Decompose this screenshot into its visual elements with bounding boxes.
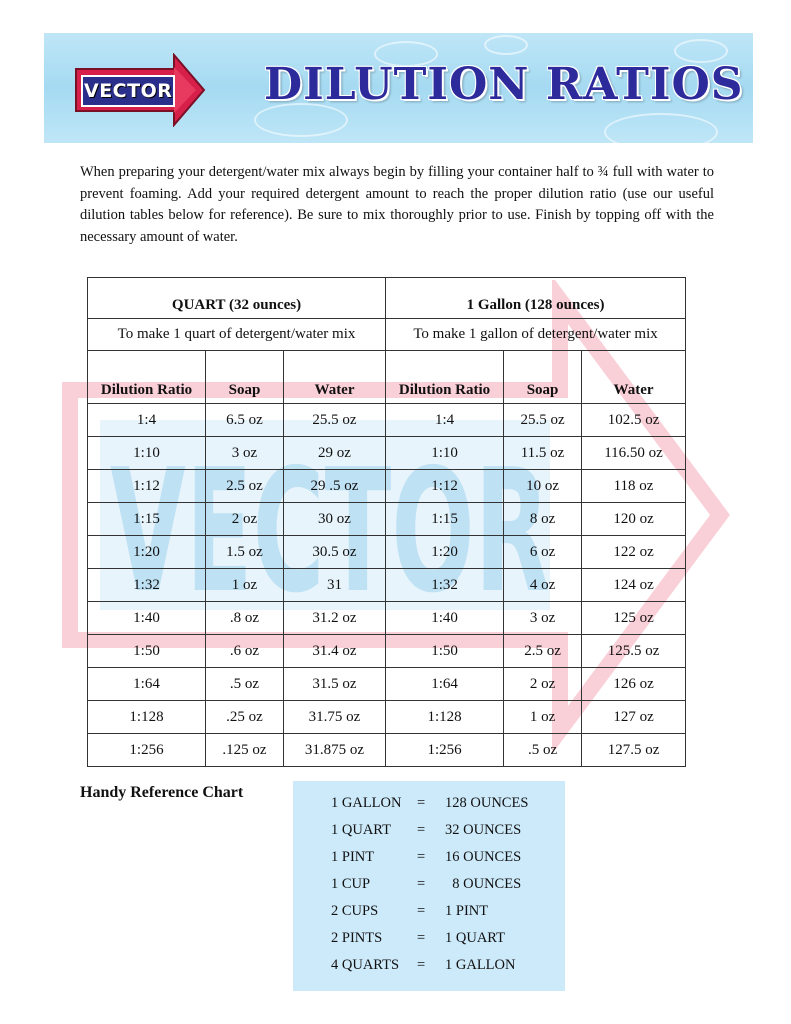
reference-value: 1 PINT xyxy=(445,903,489,919)
reference-value: 16 OUNCES xyxy=(445,849,522,865)
column-header-row xyxy=(88,351,686,404)
table-cell: 31 xyxy=(284,569,386,602)
bubble-decoration xyxy=(484,35,528,55)
table-cell: 127.5 oz xyxy=(582,734,686,767)
table-cell: 1:4 xyxy=(88,404,206,437)
table-row xyxy=(88,701,686,734)
table-cell: 31.75 oz xyxy=(284,701,386,734)
reference-unit: 2 PINTS xyxy=(331,930,383,946)
table-cell: .5 oz xyxy=(504,734,582,767)
table-row xyxy=(88,602,686,635)
reference-unit: 1 QUART xyxy=(331,822,391,838)
quart-heading: QUART (32 ounces) xyxy=(88,278,386,319)
reference-equals: = xyxy=(417,849,426,865)
table-cell: 127 oz xyxy=(582,701,686,734)
reference-equals: = xyxy=(417,795,426,811)
table-cell: .125 oz xyxy=(206,734,284,767)
table-row xyxy=(88,503,686,536)
table-cell: 30.5 oz xyxy=(284,536,386,569)
table-cell: 25.5 oz xyxy=(504,404,582,437)
reference-equals: = xyxy=(417,876,426,892)
column-header: Soap xyxy=(504,351,582,404)
table-cell: 1:50 xyxy=(386,635,504,668)
reference-equals: = xyxy=(417,957,426,973)
table-cell: 118 oz xyxy=(582,470,686,503)
reference-value: 8 OUNCES xyxy=(445,876,522,892)
table-cell: 1:15 xyxy=(88,503,206,536)
table-cell: 1 oz xyxy=(504,701,582,734)
reference-chart xyxy=(293,781,565,991)
table-cell: 29 .5 oz xyxy=(284,470,386,503)
table-cell: 1:12 xyxy=(88,470,206,503)
table-cell: .8 oz xyxy=(206,602,284,635)
table-cell: 6 oz xyxy=(504,536,582,569)
table-cell: 31.2 oz xyxy=(284,602,386,635)
table-cell: 2.5 oz xyxy=(206,470,284,503)
column-header: Soap xyxy=(206,351,284,404)
table-cell: 10 oz xyxy=(504,470,582,503)
table-cell: .5 oz xyxy=(206,668,284,701)
table-cell: 1:40 xyxy=(386,602,504,635)
table-cell: 3 oz xyxy=(504,602,582,635)
gallon-subheading: To make 1 gallon of detergent/water mix xyxy=(386,319,686,351)
table-cell: 8 oz xyxy=(504,503,582,536)
table-cell: 31.4 oz xyxy=(284,635,386,668)
column-header: Water xyxy=(284,351,386,404)
table-row xyxy=(88,569,686,602)
table-cell: 126 oz xyxy=(582,668,686,701)
table-cell: 125 oz xyxy=(582,602,686,635)
table-row xyxy=(88,437,686,470)
table-cell: 1:12 xyxy=(386,470,504,503)
table-row xyxy=(88,536,686,569)
column-header: Water xyxy=(582,351,686,404)
reference-equals: = xyxy=(417,822,426,838)
logo-text: VECTOR xyxy=(84,80,173,102)
reference-value: 1 QUART xyxy=(445,930,505,946)
table-cell: 31.875 oz xyxy=(284,734,386,767)
table-cell: 122 oz xyxy=(582,536,686,569)
reference-unit: 1 GALLON xyxy=(331,795,402,811)
table-cell: 1:64 xyxy=(88,668,206,701)
reference-value: 32 OUNCES xyxy=(445,822,522,838)
quart-subheading: To make 1 quart of detergent/water mix xyxy=(88,319,386,351)
dilution-table-body xyxy=(88,404,686,767)
vector-logo xyxy=(74,53,206,127)
table-cell: 2.5 oz xyxy=(504,635,582,668)
table-cell: 125.5 oz xyxy=(582,635,686,668)
table-cell: 124 oz xyxy=(582,569,686,602)
reference-equals: = xyxy=(417,903,426,919)
reference-value: 128 OUNCES xyxy=(445,795,529,811)
table-cell: 11.5 oz xyxy=(504,437,582,470)
reference-unit: 4 QUARTS xyxy=(331,957,400,973)
table-cell: 4 oz xyxy=(504,569,582,602)
table-row xyxy=(88,635,686,668)
table-cell: 1:256 xyxy=(88,734,206,767)
table-cell: 6.5 oz xyxy=(206,404,284,437)
table-cell: .25 oz xyxy=(206,701,284,734)
dilution-table xyxy=(87,277,686,767)
table-cell: 1:20 xyxy=(88,536,206,569)
column-header: Dilution Ratio xyxy=(88,351,206,404)
table-row xyxy=(88,668,686,701)
table-cell: 1.5 oz xyxy=(206,536,284,569)
table-cell: 116.50 oz xyxy=(582,437,686,470)
table-cell: 2 oz xyxy=(206,503,284,536)
watermark-text: VECTOR xyxy=(110,433,550,631)
reference-unit: 1 CUP xyxy=(331,876,371,892)
table-heading-row xyxy=(88,278,686,319)
gallon-heading: 1 Gallon (128 ounces) xyxy=(386,278,686,319)
table-cell: 25.5 oz xyxy=(284,404,386,437)
table-cell: 1 oz xyxy=(206,569,284,602)
page-title: DILUTION RATIOS xyxy=(264,59,744,110)
reference-unit: 1 PINT xyxy=(331,849,375,865)
table-cell: 1:40 xyxy=(88,602,206,635)
reference-chart-label: Handy Reference Chart xyxy=(80,784,244,801)
table-cell: 31.5 oz xyxy=(284,668,386,701)
intro-paragraph: When preparing your detergent/water mix always begin by filling your container half to ¾ full with water to prevent foaming. Add your required detergent amount to reach the proper dilution ratio (use our useful dilution tables below for reference). Be sure to mix thoroughly prior to use. Finish by topping off with the necessary amount of water. xyxy=(80,164,714,245)
table-row xyxy=(88,470,686,503)
table-cell: 2 oz xyxy=(504,668,582,701)
table-cell: 1:32 xyxy=(88,569,206,602)
table-cell: 30 oz xyxy=(284,503,386,536)
table-cell: 1:256 xyxy=(386,734,504,767)
bubble-decoration xyxy=(604,113,718,143)
table-cell: .6 oz xyxy=(206,635,284,668)
table-cell: 1:4 xyxy=(386,404,504,437)
header-banner xyxy=(44,33,753,143)
table-cell: 1:64 xyxy=(386,668,504,701)
table-cell: 102.5 oz xyxy=(582,404,686,437)
table-cell: 1:10 xyxy=(88,437,206,470)
table-cell: 1:10 xyxy=(386,437,504,470)
table-cell: 120 oz xyxy=(582,503,686,536)
table-row xyxy=(88,404,686,437)
table-row xyxy=(88,734,686,767)
table-cell: 1:128 xyxy=(386,701,504,734)
reference-unit: 2 CUPS xyxy=(331,903,379,919)
reference-value: 1 GALLON xyxy=(445,957,516,973)
table-cell: 1:50 xyxy=(88,635,206,668)
table-cell: 3 oz xyxy=(206,437,284,470)
table-cell: 1:15 xyxy=(386,503,504,536)
table-subheading-row xyxy=(88,319,686,351)
column-header: Dilution Ratio xyxy=(386,351,504,404)
reference-equals: = xyxy=(417,930,426,946)
table-cell: 1:20 xyxy=(386,536,504,569)
table-cell: 1:32 xyxy=(386,569,504,602)
table-cell: 1:128 xyxy=(88,701,206,734)
table-cell: 29 oz xyxy=(284,437,386,470)
